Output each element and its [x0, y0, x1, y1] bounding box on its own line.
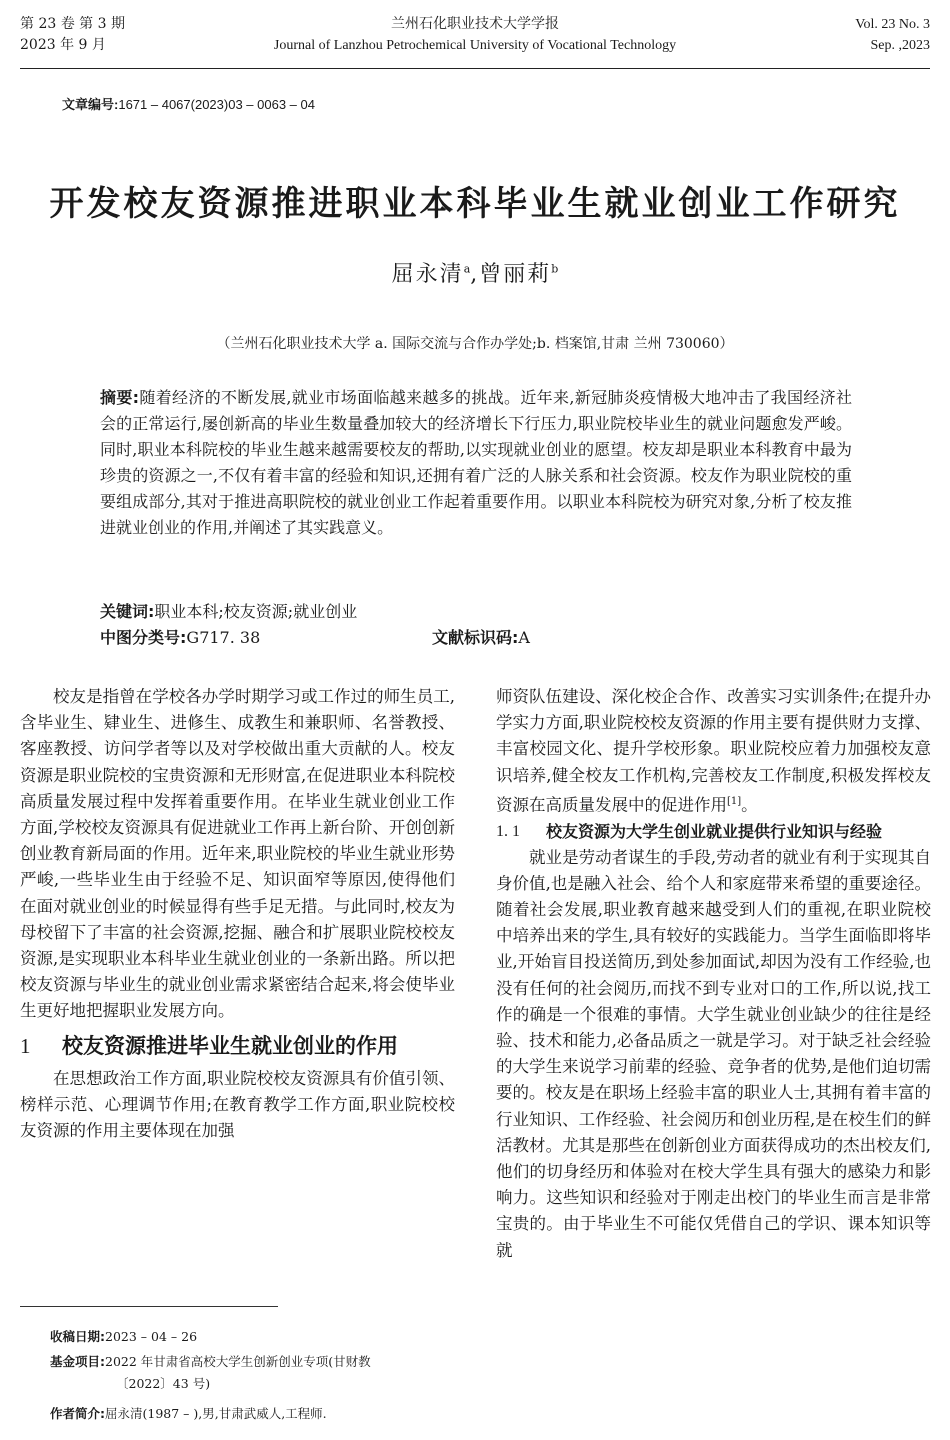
author-name: 曾丽莉	[479, 262, 552, 287]
author-affiliation-mark: b	[551, 262, 559, 276]
body-paragraph: 就业是劳动者谋生的手段,劳动者的就业有利于实现其自身价值,也是融入社会、给个人和家庭带来希望的重要途径。随着社会发展,职业教育越来越受到人们的重视,在职业院校中培养出来的学生,具有较好的实践能力。当学生面临即将毕业,开始盲目投送简历,到处参加面试,却因为没有工作经验,也没有任何的社会阅历,而找不到专业对口的工作,所以说,找工作的确是一个很难的事情。大学生就业创业缺少的往往是经验、技术和能力,必备品质之一就是学习。对于缺乏社会经验的大学生来说学习前辈的经验、竞争者的优势,是他们迫切需要的。校友是在职场上经验丰富的职业人士,其拥有着丰富的行业知识、工作经验、社会阅历和创业历程,是在校生们的鲜活教材。尤其是那些在创新创业方面获得成功的杰出校友们,他们的切身经历和体验对在校大学生具有强大的感染力和影响力。这些知识和经验对于刚走出校门的毕业生而言是非常宝贵的。由于毕业生不可能仅凭借自己的学识、课本知识等就	[496, 847, 931, 1260]
fund-value-continued: 〔2022〕43 号)	[116, 1376, 211, 1391]
document-code-label: 文献标识码:	[432, 628, 519, 647]
fund-label: 基金项目:	[50, 1354, 105, 1369]
abstract-text: 随着经济的不断发展,就业市场面临越来越多的挑战。近年来,新冠肺炎疫情极大地冲击了我国经济社会的正常运行,屡创新高的毕业生数量叠加较大的经济增长下行压力,职业院校毕业生的就业问题愈发严峻。同时,职业本科院校的毕业生越来越需要校友的帮助,以实现就业创业的愿望。校友却是职业本科教育中最为珍贵的资源之一,不仅有着丰富的经验和知识,还拥有着广泛的人脉关系和社会资源。校友作为职业院校的重要组成部分,其对于推进高职院校的就业创业工作起着重要作用。以职业本科院校为研究对象,分析了校友推进就业创业的作用,并阐述了其实践意义。	[100, 388, 852, 537]
author-name: 屈永清	[391, 262, 464, 287]
abstract	[100, 385, 852, 541]
footnote-author-bio	[50, 1403, 460, 1425]
paper-title: 开发校友资源推进职业本科毕业生就业创业工作研究	[49, 184, 901, 224]
keywords-value: 职业本科;校友资源;就业创业	[154, 602, 358, 621]
footnote-received-date	[50, 1326, 460, 1348]
author-bio-label: 作者简介:	[50, 1406, 105, 1421]
keywords	[100, 599, 357, 622]
issue-date: 2023 年 9 月	[20, 37, 106, 53]
affiliation: （兰州石化职业技术大学 a. 国际交流与合作办学处;b. 档案馆,甘肃 兰州 730060）	[216, 336, 734, 352]
article-number	[62, 94, 315, 113]
body-column-right	[496, 684, 931, 1264]
section-number: 1	[20, 1033, 31, 1058]
header-divider	[20, 68, 930, 69]
volume-en: Vol. 23 No. 3	[855, 17, 930, 32]
abstract-label: 摘要:	[100, 388, 140, 407]
received-label: 收稿日期:	[50, 1329, 105, 1344]
author-list	[0, 257, 950, 288]
article-number-value: 1671 – 4067(2023)03 – 0063 – 04	[118, 97, 315, 112]
subsection-heading	[496, 819, 931, 845]
classification-number	[100, 625, 260, 648]
author-bio-value: 屈永清(1987 – ),男,甘肃武威人,工程师.	[105, 1406, 327, 1421]
body-paragraph: 校友是指曾在学校各办学时期学习或工作过的师生员工,含毕业生、肄业生、进修生、成教生和兼职师、名誉教授、客座教授、访问学者等以及对学校做出重大贡献的人。校友资源是职业院校的宝贵资源和无形财富,在促进职业本科院校高质量发展过程中发挥着重要作用。在毕业生就业创业工作方面,学校校友资源具有促进就业工作再上新台阶、开创创新创业教育新局面的作用。近年来,职业院校的毕业生就业形势严峻,一些毕业生由于经验不足、知识面窄等原因,使得他们在面对就业创业的时候显得有些手足无措。与此同时,校友为母校留下了丰富的社会资源,挖掘、融合和扩展职业院校校友资源,是实现职业本科毕业生就业创业的一条新出路。所以把校友资源与毕业生的就业创业需求紧密结合起来,将会使毕业生更好地把握职业发展方向。	[20, 687, 455, 1021]
body-column-left	[20, 684, 455, 1144]
subsection-title: 校友资源为大学生创业就业提供行业知识与经验	[546, 821, 883, 841]
journal-issue-info	[20, 14, 125, 56]
section-heading	[20, 1031, 455, 1062]
subsection-number: 1. 1	[496, 822, 520, 840]
fund-value: 2022 年甘肃省高校大学生创新创业专项(甘财教	[105, 1354, 371, 1369]
author-separator: ,	[470, 262, 480, 287]
paragraph-text: 师资队伍建设、深化校企合作、改善实习实训条件;在提升办学实力方面,职业院校校友资源的作用主要有提供财力支撑、丰富校园文化、提升学校形象。职业院校应着力加强校友意识培养,健全校友工作机构,完善校友工作制度,积极发挥校友资源在高质量发展中的促进作用	[496, 687, 931, 815]
journal-name-cn: 兰州石化职业技术大学学报	[391, 16, 559, 32]
paragraph-end: 。	[741, 795, 758, 815]
journal-name	[200, 14, 750, 56]
body-paragraph	[496, 684, 931, 819]
footnote-divider	[20, 1306, 278, 1307]
volume-issue: 第 23 卷 第 3 期	[20, 16, 125, 32]
journal-volume-en	[855, 14, 930, 56]
received-value: 2023 – 04 – 26	[105, 1329, 198, 1344]
body-paragraph: 在思想政治工作方面,职业院校校友资源具有价值引领、榜样示范、心理调节作用;在教育教学工作方面,职业院校校友资源的作用主要体现在加强	[20, 1068, 455, 1141]
document-code	[432, 625, 530, 648]
footnote-fund	[50, 1351, 460, 1395]
citation-reference: [1]	[727, 795, 742, 807]
journal-name-en: Journal of Lanzhou Petrochemical University of Vocational Technology	[273, 38, 677, 53]
section-title: 校友资源推进毕业生就业创业的作用	[62, 1033, 398, 1058]
article-number-label: 文章编号:	[62, 97, 119, 112]
document-code-value: A	[518, 628, 530, 647]
classification-label: 中图分类号:	[100, 628, 187, 647]
author-affiliation-mark: a	[463, 262, 471, 276]
classification-value: G717. 38	[186, 628, 261, 647]
date-en: Sep. ,2023	[870, 38, 930, 53]
keywords-label: 关键词:	[100, 602, 155, 621]
